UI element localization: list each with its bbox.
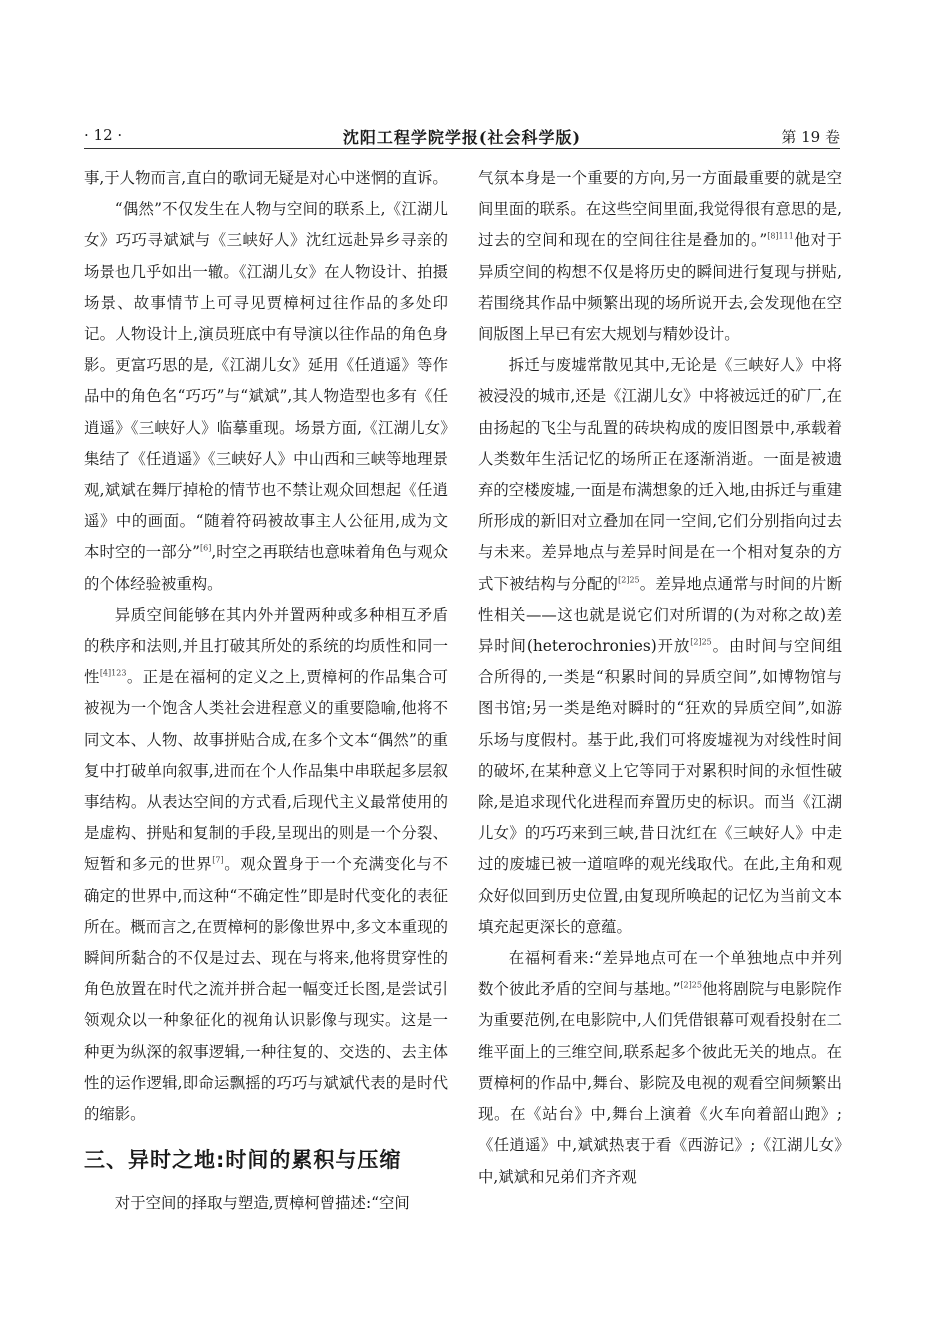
citation: [2]25	[690, 637, 712, 647]
citation: [4]123	[99, 668, 127, 678]
page-number: · 12 ·	[84, 126, 123, 144]
citation: [6]	[200, 544, 212, 554]
citation: [8]111	[767, 232, 794, 242]
paragraph: 对于空间的择取与塑造,贾樟柯曾描述:“空间	[114, 1194, 410, 1213]
paragraph-text: 气氛本身是一个重要的方向,另一方面最重要的就是空间里面的联系。在这些空间里面,我觉得很有意思的是,过去的空间和现在的空间往往是叠加的。”	[478, 169, 842, 250]
volume-label: 第 19 卷	[781, 128, 840, 146]
paragraph: 事,于人物而言,直白的歌词无疑是对心中迷惘的直诉。	[84, 169, 448, 187]
citation: [2]25	[680, 980, 702, 990]
paragraph-text: 在福柯看来:“差异地点可在一个单独地点中并列数个彼此矛盾的空间与基地。”	[478, 949, 842, 999]
running-header	[84, 122, 840, 149]
citation: [7]	[212, 856, 224, 866]
paragraph-text: 。差异地点通常与时间的片断性相关——这也就是说它们对所谓的(为对称之故)差异时间(heterochronies)开放	[478, 574, 842, 656]
paragraph-text: “偶然”不仅发生在人物与空间的联系上,《江湖儿女》巧巧寻斌斌与《三峡好人》沈红远赴异乡寻亲的场景也几乎如出一辙。《江湖儿女》在人物设计、拍摄场景、故事情节上可寻见贾樟柯过往作品的多处印记。人物设计上,演员班底中有导演以往作品的角色身影。更富巧思的是,《江湖儿女》延用《任逍遥》等作品中的角色名“巧巧”与“斌斌”,其人物造型也多有《任逍遥》《三峡好人》临摹重现。场景方面,《江湖儿女》集结了《任逍遥》《三峡好人》中山西和三峡等地理景观,斌斌在舞厅掉枪的情节也不禁让观众回想起《任逍遥》中的画面。“随着符码被故事主人公征用,成为文本时空的一部分”	[84, 200, 448, 562]
paragraph	[478, 350, 842, 943]
paragraph-text: 拆迁与废墟常散见其中,无论是《三峡好人》中将被浸没的城市,还是《江湖儿女》中将被远迁的矿厂,在由扬起的飞尘与乱置的砖块构成的废旧图景中,承载着人类数年生活记忆的场所正在逐渐消逝。一面是被遗弃的空楼废墟,一面是布满想象的迁入地,由拆迁与重建所形成的新旧对立叠加在同一空间,它们分别指向过去与未来。差异地点与差异时间是在一个相对复杂的方式下被结构与分配的	[478, 356, 842, 593]
left-column	[84, 163, 448, 1220]
paragraph	[84, 194, 448, 600]
citation: [2]25	[618, 575, 640, 585]
paragraph-text: 他将剧院与电影院作为重要范例,在电影院中,人们凭借银幕可观看投射在二维平面上的三维空间,联系起多个彼此无关的地点。在贾樟柯的作品中,舞台、影院及电视的观看空间频繁出现。在《站台》中,舞台上演着《火车向着韶山跑》;《任逍遥》中,斌斌热衷于看《西游记》;《江湖儿女》中,斌斌和兄弟们齐齐观	[478, 980, 842, 1186]
journal-title: 沈阳工程学院学报(社会科学版)	[342, 128, 582, 147]
paragraph-text: 。正是在福柯的定义之上,贾樟柯的作品集合可被视为一个饱含人类社会进程意义的重要隐喻,他将不同文本、人物、故事拼贴合成,在多个文本“偶然”的重复中打破单向叙事,进而在个人作品集中串联起多层叙事结构。从表达空间的方式看,后现代主义最常使用的是虚构、拼贴和复制的手段,呈现出的则是一个分裂、短暂和多元的世界	[84, 668, 448, 874]
paragraph-text: ,时空之再联结也意味着角色与观众的个体经验被重构。	[84, 543, 448, 593]
paragraph-text: 异质空间能够在其内外并置两种或多种相互矛盾的秩序和法则,并且打破其所处的系统的均质性和同一性	[84, 605, 448, 687]
paragraph-text: 他对于异质空间的构想不仅是将历史的瞬间进行复现与拼贴,若围绕其作品中频繁出现的场所说开去,会发现他在空间版图上早已有宏大规划与精妙设计。	[478, 231, 842, 344]
right-column	[478, 163, 842, 1193]
paragraph	[478, 943, 842, 1193]
paragraph-text: 。观众置身于一个充满变化与不确定的世界中,而这种“不确定性”即是时代变化的表征所在。概而言之,在贾樟柯的影像世界中,多文本重现的瞬间所黏合的不仅是过去、现在与将来,他将贯穿性的角色放置在时代之流并拼合起一幅变迁长图,是尝试引领观众以一种象征化的视角认识影像与现实。这是一种更为纵深的叙事逻辑,一种往复的、交迭的、去主体性的运作逻辑,即命运飘摇的巧巧与斌斌代表的是时代的缩影。	[84, 855, 448, 1124]
paragraph-text: 。由时间与空间组合所得的,一类是“积累时间的异质空间”,如博物馆与图书馆;另一类是绝对瞬时的“狂欢的异质空间”,如游乐场与度假村。基于此,我们可将废墟视为对线性时间的破坏,在某种意义上它等同于对累积时间的永恒性破除,是追求现代化进程而弃置历史的标识。而当《江湖儿女》的巧巧来到三峡,昔日沈红在《三峡好人》中走过的废墟已被一道喧哗的观光线取代。在此,主角和观众好似回到历史位置,由复现所唤起的记忆为当前文本填充起更深长的意蕴。	[478, 637, 842, 936]
section-heading: 三、异时之地:时间的累积与压缩	[84, 1148, 402, 1173]
paragraph	[84, 600, 448, 1130]
paragraph	[478, 163, 842, 350]
